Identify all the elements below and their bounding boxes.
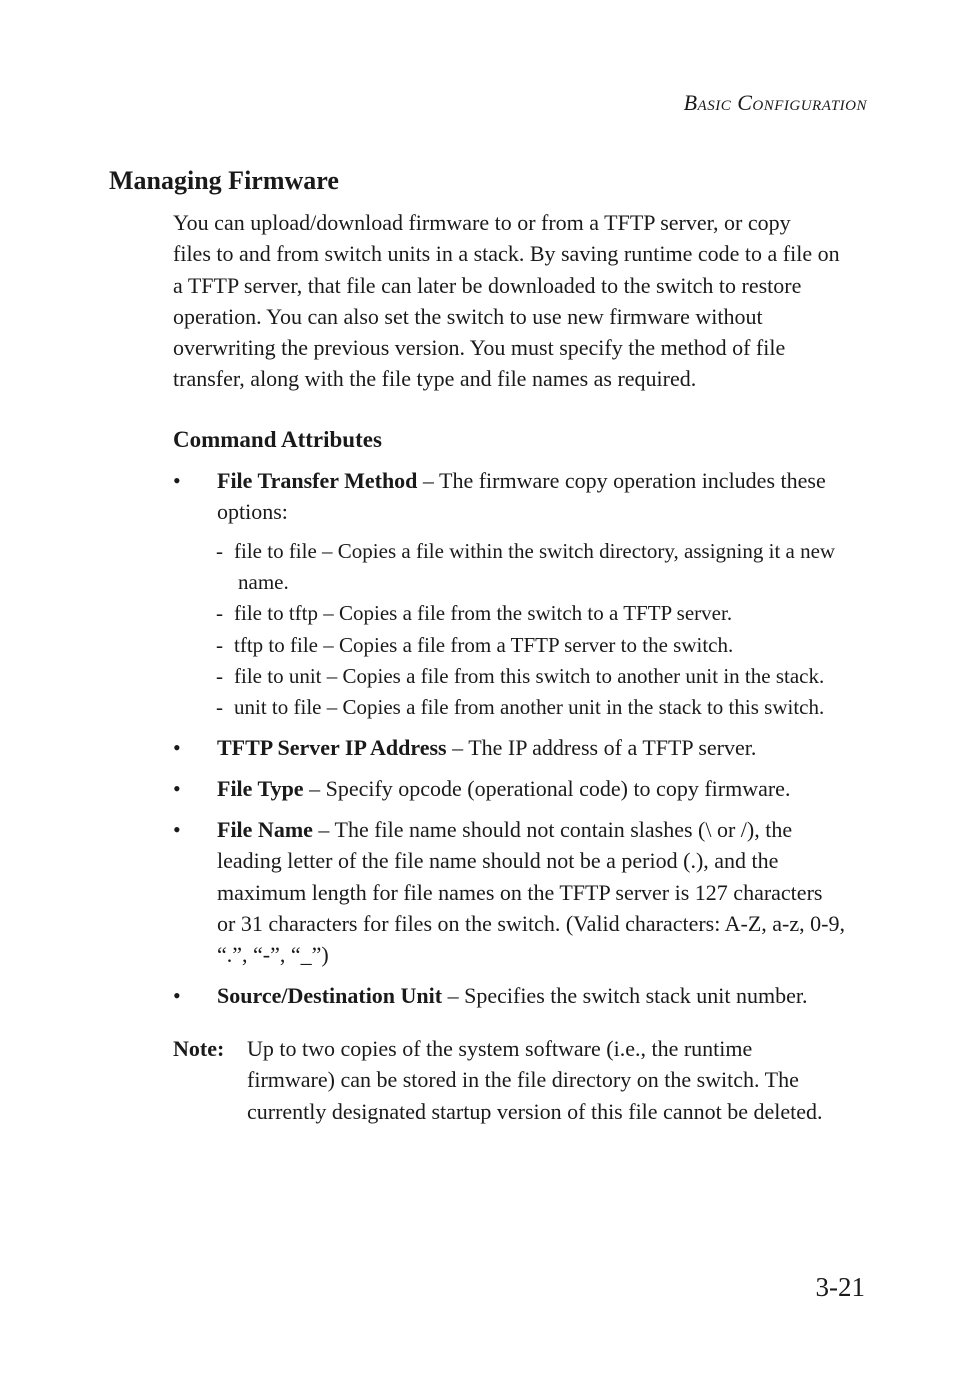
intro-line: files to and from switch units in a stack. By saving runtime code to a file on bbox=[173, 241, 840, 267]
running-header: Basic Configuration bbox=[683, 90, 867, 115]
option-text: tftp to file – Copies a file from a TFTP server to the switch. bbox=[234, 632, 734, 657]
attribute-body bbox=[217, 773, 873, 804]
section-title: Managing Firmware bbox=[109, 166, 339, 195]
intro-paragraph bbox=[173, 207, 873, 395]
option-dash: - bbox=[216, 632, 223, 657]
intro-line: operation. You can also set the switch to use new firmware without bbox=[173, 303, 763, 329]
attribute-term: File Type bbox=[217, 776, 304, 801]
attribute-body bbox=[217, 732, 873, 763]
attribute-item-file-name bbox=[173, 814, 873, 970]
bullet-dot: • bbox=[173, 817, 181, 842]
option-text-continued: name. bbox=[238, 570, 289, 595]
attribute-desc: leading letter of the file name should not be a period (.), and the bbox=[217, 848, 779, 874]
note-body bbox=[247, 1033, 873, 1127]
command-attributes-title: Command Attributes bbox=[173, 427, 382, 452]
note-block bbox=[173, 1033, 873, 1127]
intro-line: overwriting the previous version. You must specify the method of file bbox=[173, 335, 786, 361]
attribute-desc: “.”, “-”, “_”) bbox=[217, 942, 329, 968]
method-option bbox=[216, 692, 876, 723]
bullet-dot: • bbox=[173, 983, 181, 1008]
note-line: firmware) can be stored in the file directory on the switch. The bbox=[247, 1067, 799, 1093]
attribute-body bbox=[217, 814, 873, 970]
attribute-term: File Name bbox=[217, 817, 313, 842]
note-line: Up to two copies of the system software (i.e., the runtime bbox=[247, 1036, 753, 1061]
option-dash: - bbox=[216, 695, 223, 720]
attribute-body bbox=[217, 465, 873, 528]
intro-line: transfer, along with the file type and file names as required. bbox=[173, 366, 697, 392]
attribute-desc: maximum length for file names on the TFTP server is 127 characters bbox=[217, 879, 823, 905]
bullet-dot: • bbox=[173, 735, 181, 760]
note-line: currently designated startup version of this file cannot be deleted. bbox=[247, 1098, 823, 1124]
intro-line: You can upload/download firmware to or from a TFTP server, or copy bbox=[173, 210, 791, 235]
attribute-desc: – The IP address of a TFTP server. bbox=[446, 735, 757, 760]
method-option bbox=[216, 536, 876, 598]
method-option bbox=[216, 661, 876, 692]
attribute-item-source-destination-unit bbox=[173, 980, 873, 1011]
attribute-term: Source/Destination Unit bbox=[217, 983, 443, 1008]
attribute-item-file-type bbox=[173, 773, 873, 804]
attribute-desc: or 31 characters for files on the switch. (Valid characters: A-Z, a-z, 0-9, bbox=[217, 910, 845, 936]
page-number: 3-21 bbox=[815, 1272, 865, 1302]
intro-line: a TFTP server, that file can later be downloaded to the switch to restore bbox=[173, 272, 802, 298]
attribute-body bbox=[217, 980, 873, 1011]
option-dash: - bbox=[216, 601, 223, 626]
bullet-dot: • bbox=[173, 468, 181, 493]
option-dash: - bbox=[216, 539, 223, 563]
option-dash: - bbox=[216, 663, 223, 688]
option-text: file to unit – Copies a file from this switch to another unit in the stack. bbox=[234, 663, 825, 688]
method-option bbox=[216, 630, 876, 661]
attribute-item-file-transfer-method bbox=[173, 465, 873, 528]
bullet-dot: • bbox=[173, 776, 181, 801]
note-label: Note: bbox=[173, 1036, 225, 1061]
attribute-desc: – Specify opcode (operational code) to copy firmware. bbox=[303, 776, 791, 801]
attribute-item-tftp-server-ip bbox=[173, 732, 873, 763]
method-options-list bbox=[216, 536, 876, 723]
attribute-desc: options: bbox=[217, 499, 288, 525]
method-option bbox=[216, 598, 876, 629]
attribute-term: TFTP Server IP Address bbox=[217, 735, 447, 760]
option-text: file to file – Copies a file within the switch directory, assigning it a new bbox=[234, 539, 836, 563]
attribute-desc: – The firmware copy operation includes these bbox=[417, 468, 826, 493]
option-text: unit to file – Copies a file from another unit in the stack to this switch. bbox=[234, 695, 825, 720]
option-text: file to tftp – Copies a file from the switch to a TFTP server. bbox=[234, 601, 733, 626]
attribute-desc: – The file name should not contain slashes (\ or /), the bbox=[312, 817, 793, 842]
attribute-term: File Transfer Method bbox=[217, 468, 418, 493]
attribute-desc: – Specifies the switch stack unit number. bbox=[442, 983, 808, 1008]
